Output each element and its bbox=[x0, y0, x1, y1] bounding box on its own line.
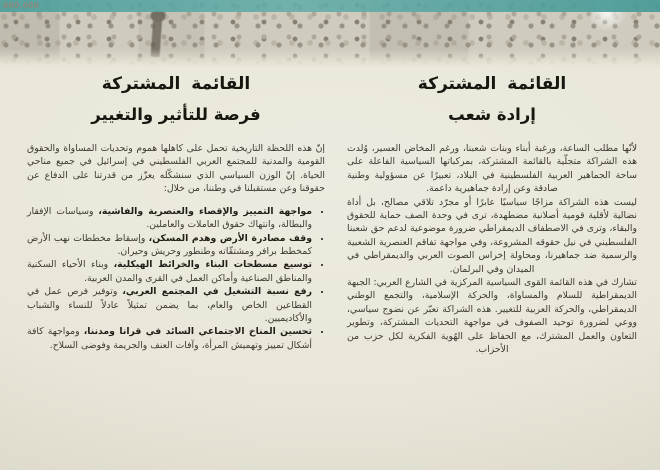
bullet-lead: تحسين المناخ الاجتماعي السائد في قرانا ومدننا، bbox=[83, 326, 312, 338]
right-column-subtitle: إرادة شعب bbox=[448, 105, 536, 125]
list-item-building-plans bbox=[27, 258, 312, 285]
goals-bullet-list bbox=[27, 205, 325, 352]
banner-number-text: 800.000 bbox=[3, 1, 40, 10]
right-column-title: القائمة المشتركة bbox=[417, 74, 567, 94]
bullet-lead: مواجهة التمييز والإقصاء والعنصرية والفاشية، bbox=[98, 205, 312, 217]
list-item-discrimination bbox=[27, 205, 312, 232]
teal-accent-strip bbox=[0, 0, 660, 12]
paragraph-partnership-birth: لأنّها مطلب الساعة، ورغبة أبناء وبنات شعبنا، ورغم المخاض العسير، وُلدت هذه الشراكة متجلّية بالقائمة المشتركة، بمركباتها السياسية الفاعلة على ساحة الجماهير العربية الفلسطينية في البلاد، تعبيرًا عن مسؤولية وطنية صادقة وعن إرادة جماهيرية داعمة. bbox=[347, 142, 637, 195]
banner-fade bbox=[0, 49, 660, 67]
left-column bbox=[27, 74, 325, 352]
left-column-subtitle: فرصة للتأثير والتغيير bbox=[91, 105, 261, 125]
list-item-social-climate bbox=[27, 325, 312, 352]
list-item-employment bbox=[27, 285, 312, 325]
crowd-photo-banner bbox=[0, 0, 660, 66]
bullet-rest: وسياسات الإفقار والبطالة، وانتهاك حقوق العاملات والعاملين. bbox=[27, 205, 312, 231]
list-item-land-confiscation bbox=[27, 232, 312, 259]
bullet-rest: وتوفير فرص عمل في القطاعين الخاص والعام، بما يضمن تمثيلاً عادلاً للنساء والشباب والأكاديميين. bbox=[27, 286, 312, 325]
bullet-lead: توسيع مسطحات البناء والخرائط الهيكلية، bbox=[113, 259, 312, 271]
left-intro-paragraph: إنّ هذه اللحظة التاريخية تحمل على كاهلها هموم وتحديات المساواة والحقوق القومية والمدنية للمجتمع العربي الفلسطيني في إسرائيل في جميع مناحي الحياة. إنّ الوزن السياسي الذي سنشكّله يعزّز من قدرتنا على الدفاع عن حقوقنا وعن مستقبلنا في وطننا، من خلال: bbox=[27, 142, 325, 195]
right-column-body bbox=[347, 142, 637, 357]
paragraph-member-parties: تشارك في هذه القائمة القوى السياسية المركزية في الشارع العربي: الجبهة الديمقراطية للسلام والمساواة، والحركة الإسلامية، والتجمع الوطني الديمقراطي، والحركة العربية للتغيير. هذه الشراكة تعبّر عن نضوج سياسي، ووعي لضرورة توحيد الصفوف في مواجهة التحديات المشتركة، وتطوير التعاون والعمل المشترك، مع الحفاظ على الهُوية الفكرية لكل حزب من الأحزاب. bbox=[347, 276, 637, 355]
bullet-rest: ومواجهة كافة أشكال تمييز وتهميش المرأة، وآفات العنف والجريمة وفوضى السلاح. bbox=[27, 326, 312, 351]
bullet-rest: وإسقاط مخططات نهب الأرض كمخطط برافر ومشتقّاته وطنطور وحريش وحيران. bbox=[27, 232, 312, 258]
paragraph-struggle-tool: ليست هذه الشراكة مزاجًا سياسيًا عابرًا أو مجرّد تلاقي مصالح، بل أداة نضالية لأقلية قومية أصلانية مضطهدة، ترى في وحدة الصف حماية للحقوق والبقاء، وترى في الاصطفاف الديمقراطي ضرورة موضوعية لدعم حق شعبنا الفلسطيني في نيل حقوقه المشروعة، وفي مواجهة تفاقم العنصرية الشعبية والرسمية ضد جماهيرنا، ومحاولة إخراس الصوت العربي والديمقراطي في الميدان وفي البرلمان. bbox=[347, 196, 637, 275]
bullet-lead: وقف مصادرة الأرض وهدم المسكن، bbox=[148, 232, 312, 244]
left-column-title: القائمة المشتركة bbox=[101, 74, 251, 94]
bullet-lead: رفع نسبة التشغيل في المجتمع العربي، bbox=[122, 286, 312, 298]
bullet-rest: وبناء الأحياء السكنية والمناطق الصناعية وأماكن العمل في القرى والمدن العربية. bbox=[27, 259, 312, 284]
right-column bbox=[347, 74, 637, 356]
